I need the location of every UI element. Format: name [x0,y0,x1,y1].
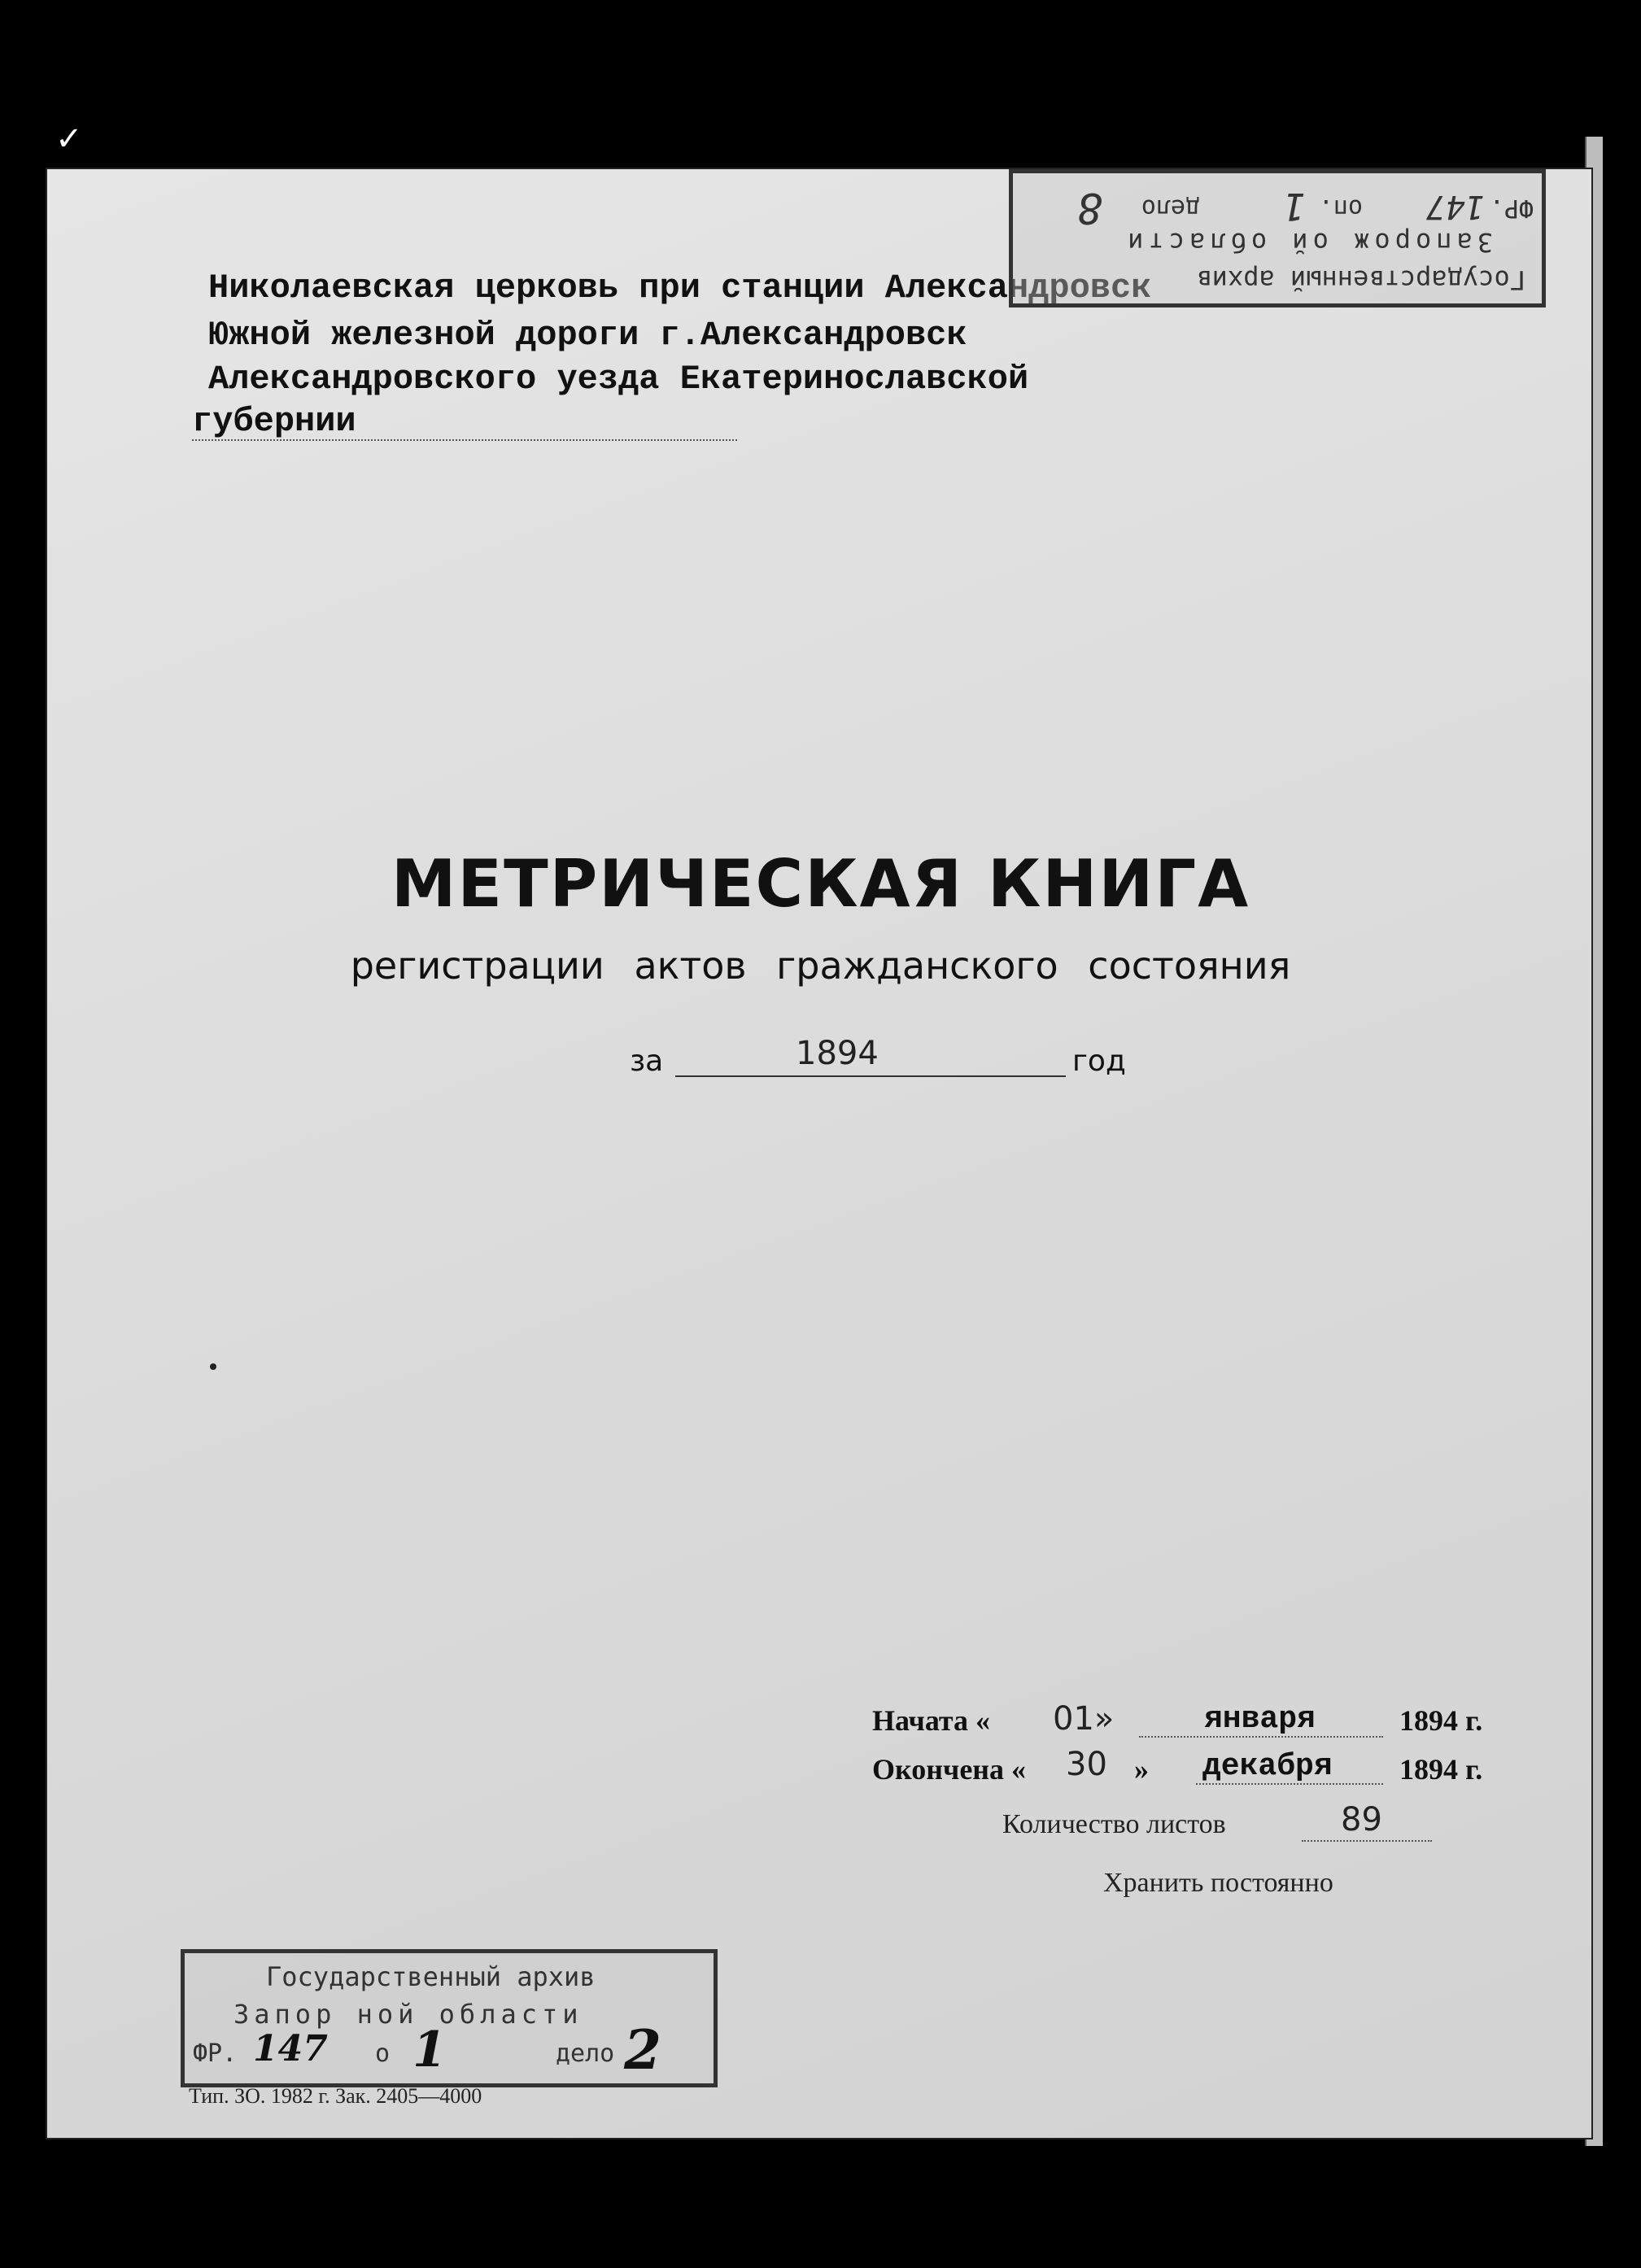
book-subtitle: регистрации актов гражданского состояния [350,944,1291,988]
bottom-stamp-opis-label: о [375,2039,391,2068]
book-title: МЕТРИЧЕСКАЯ КНИГА [391,846,1250,922]
start-year: 1894 г. [1399,1704,1483,1737]
header-line-4: губернии [192,402,356,441]
year-underline [675,1075,1066,1077]
top-stamp-archive: Государственный архив [1196,264,1525,295]
header-underline [192,439,737,441]
end-label: Окончена « [872,1753,1027,1786]
imprint-line: Тип. ЗО. 1982 г. Зак. 2405—4000 [189,2084,482,2108]
header-line-3: Александровского уезда Екатеринославской [208,360,1029,399]
end-year: 1894 г. [1399,1753,1483,1786]
start-month-rule [1139,1736,1383,1738]
header-line-2: Южной железной дороги г.Александровск [208,316,967,355]
start-label: Начата « [872,1704,991,1737]
keep-permanent: Хранить постоянно [1103,1868,1333,1898]
start-month: января [1204,1702,1316,1737]
sheets-rule [1302,1840,1432,1842]
top-archive-stamp [1009,169,1546,307]
sheets-value: 89 [1341,1801,1382,1838]
year-suffix: год [1072,1045,1126,1078]
bottom-stamp-delo-value: 2 [624,2018,661,2082]
top-stamp-fond-value: 147 [1425,188,1485,225]
year-value: 1894 [796,1035,879,1072]
start-day: 01» [1053,1700,1115,1738]
bottom-stamp-fond-label: ФР. [193,2039,238,2068]
check-mark: ✓ [55,120,83,158]
top-stamp-opis-label: оп. [1318,194,1363,222]
top-stamp-delo-value: 8 [1076,183,1102,232]
ink-dot [210,1363,216,1370]
bottom-stamp-delo-label: дело [556,2039,615,2068]
year-prefix: за [630,1045,664,1078]
sheets-label: Количество листов [1002,1809,1226,1839]
top-stamp-delo-label: дело [1141,194,1200,222]
bottom-stamp-region: Запор ной области [233,1999,583,2030]
top-stamp-region: Запорож ой области [1123,227,1493,258]
end-month-rule [1196,1783,1383,1785]
bottom-stamp-opis-value: 1 [412,2022,447,2078]
bottom-stamp-archive: Государственный архив [266,1961,596,1992]
end-day: 30 [1066,1746,1107,1783]
end-day-close: » [1134,1753,1149,1786]
top-stamp-fond-label: ФР. [1489,194,1534,222]
bottom-archive-stamp [181,1949,718,2087]
top-stamp-opis-value: 1 [1283,185,1306,229]
end-month: декабря [1202,1749,1333,1784]
header-line-1: Николаевская церковь при станции Александровск [208,268,1152,307]
bottom-stamp-fond-value: 147 [253,2028,328,2070]
document-page [47,169,1591,2138]
